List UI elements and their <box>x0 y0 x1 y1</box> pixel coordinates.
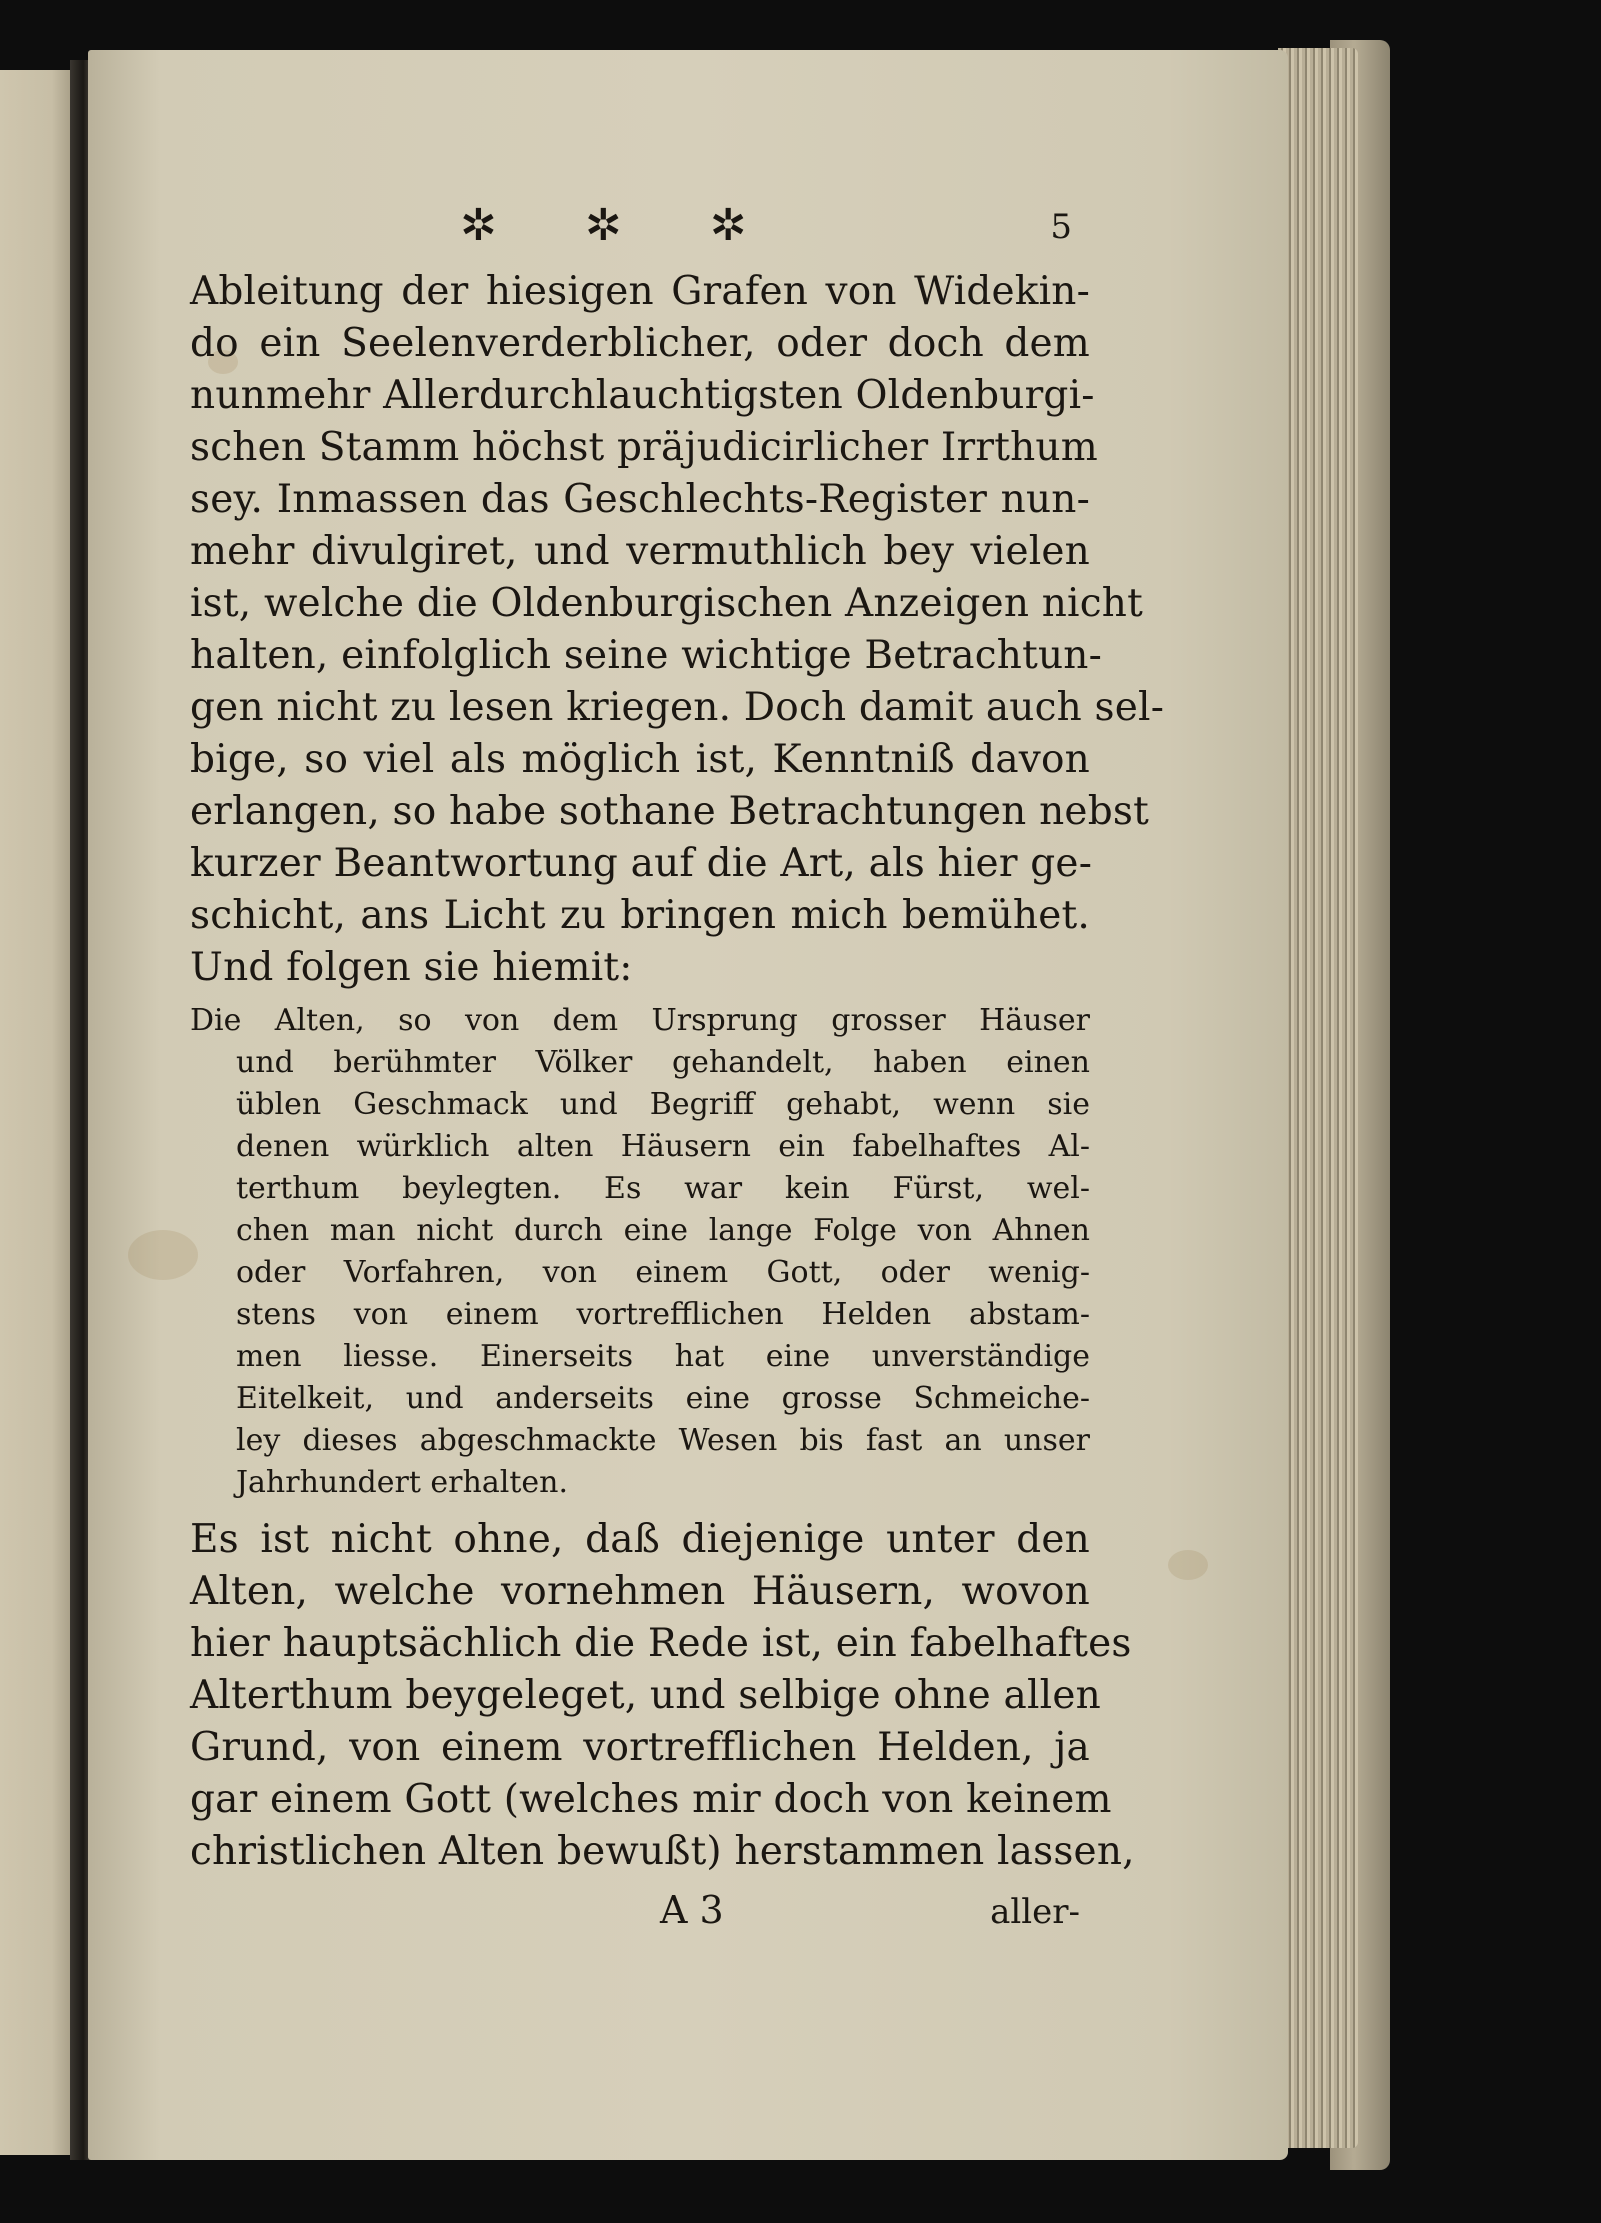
quote-line: terthum beylegten. Es war kein Fürst, wel- <box>236 1171 1090 1206</box>
text-line: Und folgen sie hiemit: <box>190 945 633 990</box>
quote-line: denen würklich alten Häusern ein fabelhaftes Al- <box>236 1129 1090 1164</box>
text-line: schen Stamm höchst präjudicirlicher Irrthum <box>190 425 1098 470</box>
quote-line: stens von einem vortrefflichen Helden abstam- <box>236 1297 1090 1332</box>
quote-line: men liesse. Einerseits hat eine unverständige <box>236 1339 1090 1374</box>
text-line: christlichen Alten bewußt) herstammen lassen, <box>190 1829 1135 1874</box>
text-line: erlangen, so habe sothane Betrachtungen nebst <box>190 789 1149 834</box>
page-edges <box>1278 48 1358 2148</box>
quote-line: Eitelkeit, und anderseits eine grosse Schmeiche- <box>236 1381 1090 1416</box>
quote-line: Jahrhundert erhalten. <box>236 1465 568 1500</box>
text-line: Alten, welche vornehmen Häusern, wovon <box>190 1569 1090 1614</box>
text-line: gen nicht zu lesen kriegen. Doch damit auch sel- <box>190 685 1165 730</box>
text-line: hier hauptsächlich die Rede ist, ein fabelhaftes <box>190 1621 1132 1666</box>
quote-line: üblen Geschmack und Begriff gehabt, wenn sie <box>236 1087 1090 1122</box>
quote-line: Die Alten, so von dem Ursprung grosser Häuser <box>190 1003 1090 1038</box>
text-line: halten, einfolglich seine wichtige Betrachtun- <box>190 633 1102 678</box>
text-line: sey. Inmassen das Geschlechts-Register nun- <box>190 477 1090 522</box>
ornament-star-icon: ✲ <box>460 200 497 251</box>
quoted-passage <box>190 1000 1090 1504</box>
text-line: Es ist nicht ohne, daß diejenige unter den <box>190 1517 1090 1562</box>
text-line: Ableitung der hiesigen Grafen von Widekin- <box>190 269 1090 314</box>
ornament-star-icon: ✲ <box>709 200 747 251</box>
paragraph-2 <box>190 1514 1135 1878</box>
text-line: gar einem Gott (welches mir doch von keinem <box>190 1777 1112 1822</box>
text-line: ist, welche die Oldenburgischen Anzeigen nicht <box>190 581 1143 626</box>
text-line: kurzer Beantwortung auf die Art, als hier ge- <box>190 841 1093 886</box>
text-line: do ein Seelenverderblicher, oder doch dem <box>190 321 1090 366</box>
quote-line: oder Vorfahren, von einem Gott, oder wenig- <box>236 1255 1090 1290</box>
text-line: Grund, von einem vortrefflichen Helden, ja <box>190 1725 1090 1770</box>
text-line: nunmehr Allerdurchlauchtigsten Oldenburgi- <box>190 373 1095 418</box>
quote-line: chen man nicht durch eine lange Folge von Ahnen <box>236 1213 1090 1248</box>
ornament-row <box>460 196 747 256</box>
page-footer <box>190 1882 1090 1942</box>
signature-mark: A 3 <box>660 1888 724 1932</box>
quote-line: und berühmter Völker gehandelt, haben einen <box>236 1045 1090 1080</box>
running-header <box>190 196 1090 266</box>
paragraph-1 <box>190 266 1165 994</box>
page-number: 5 <box>1050 207 1072 247</box>
text-line: Alterthum beygeleget, und selbige ohne allen <box>190 1673 1101 1718</box>
catchword: aller- <box>990 1892 1080 1932</box>
text-line: mehr divulgiret, und vermuthlich bey vielen <box>190 529 1090 574</box>
text-line: bige, so viel als möglich ist, Kenntniß davon <box>190 737 1090 782</box>
ornament-star-icon: ✲ <box>584 200 622 251</box>
left-page-edge <box>0 70 74 2155</box>
text-line: schicht, ans Licht zu bringen mich bemühet. <box>190 893 1090 938</box>
quote-line: ley dieses abgeschmackte Wesen bis fast an unser <box>236 1423 1090 1458</box>
page-content <box>190 196 1165 1942</box>
